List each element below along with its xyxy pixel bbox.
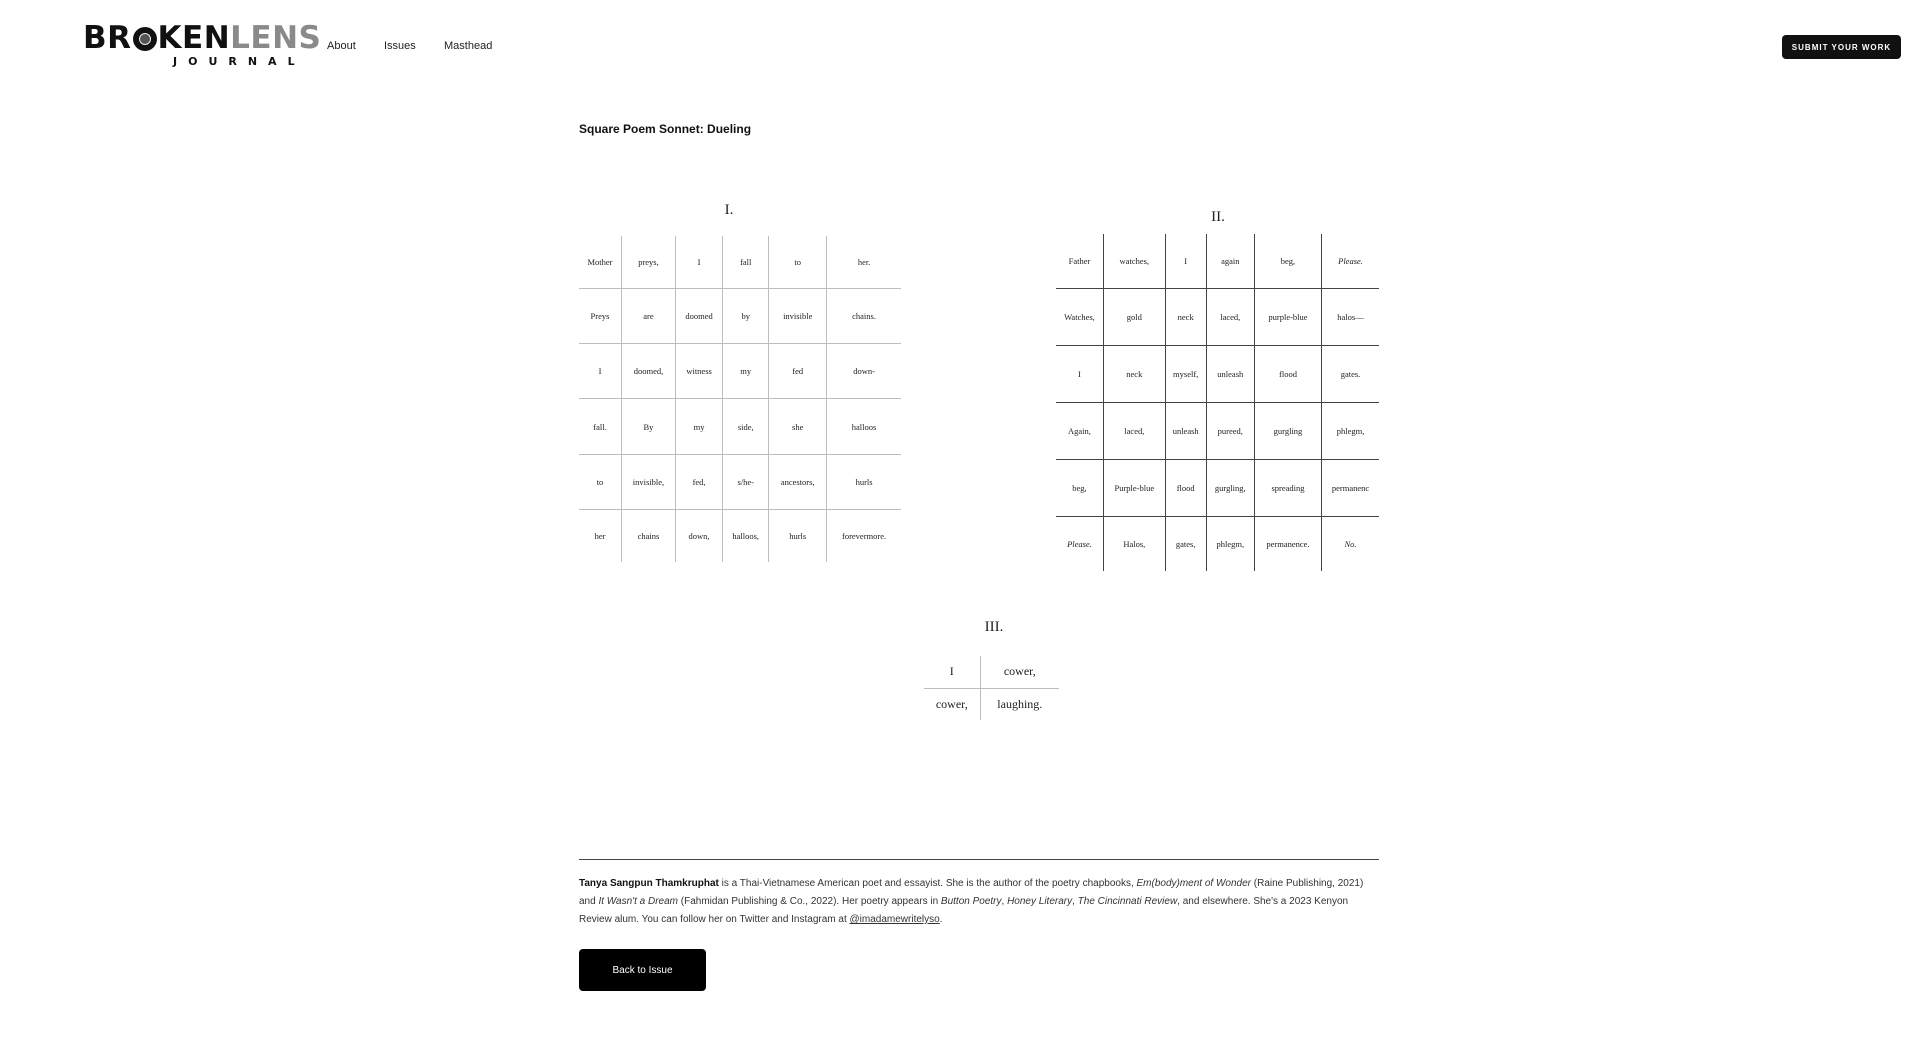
grid-cell: Mother (587, 257, 613, 268)
grid-cell: Halos, (1103, 517, 1165, 572)
grid-cell: to (579, 454, 622, 509)
grid-cell: neck (1103, 345, 1165, 402)
nav-about[interactable] (327, 40, 356, 52)
grid-cell: I (675, 236, 722, 289)
grid-cell: again (1206, 234, 1254, 288)
grid-cell: fall. (579, 399, 622, 454)
grid-cell: to (769, 236, 827, 289)
grid-cell: No. (1322, 517, 1379, 572)
grid-cell: permanenc (1322, 459, 1379, 516)
grid-cell: gurgling (1254, 402, 1321, 459)
grid-cell: preys, (622, 236, 676, 289)
bio-text: is a Thai-Vietnamese American poet and essayist. She is the author of the poetry chapbooks, (718, 878, 1137, 889)
book-title: It Wasn't a Dream (598, 896, 678, 907)
grid-cell: neck (1165, 288, 1206, 345)
grid-cell: cower, (924, 688, 980, 720)
grid-cell: Purple-blue (1103, 459, 1165, 516)
publication-title: Button Poetry (940, 896, 1002, 907)
grid-row (1056, 517, 1379, 572)
grid-cell: Preys (579, 289, 622, 344)
grid-cell: are (622, 289, 676, 344)
grid-cell: laughing. (980, 688, 1059, 720)
logo-subtitle: JOURNAL (173, 55, 306, 68)
grid-cell: purple-blue (1254, 288, 1321, 345)
grid-cell: gates. (1322, 345, 1379, 402)
section-label-1: I. (724, 202, 734, 218)
social-handle-link[interactable]: @imadamewritelyso (849, 914, 940, 925)
bio-text: (Raine Publishing, 2021) and (579, 878, 1364, 907)
grid-cell: Please. (1322, 234, 1379, 288)
submit-your-work-button[interactable]: SUBMIT YOUR WORK (1782, 35, 1901, 59)
grid-cell: down- (827, 344, 901, 399)
grid-cell: fall (723, 236, 769, 289)
site-logo[interactable] (83, 20, 322, 72)
grid-cell: Father (1068, 255, 1091, 266)
grid-row (924, 656, 1059, 688)
grid-cell: halloos (827, 399, 901, 454)
grid-cell: unleash (1206, 345, 1254, 402)
publication-title: The Cincinnati Review (1077, 896, 1178, 907)
nav-issues[interactable] (384, 40, 416, 52)
grid-row (924, 688, 1059, 720)
grid-cell: forevermore. (827, 509, 901, 562)
grid-cell: flood (1165, 459, 1206, 516)
grid-cell: doomed (675, 289, 722, 344)
logo-text-br: BR (83, 20, 132, 56)
logo-text-lens: LENS (230, 20, 322, 56)
grid-cell: Watches, (1056, 288, 1103, 345)
poem-title: Square Poem Sonnet: Dueling (579, 122, 752, 136)
grid-cell: her (579, 509, 622, 562)
grid-cell: flood (1254, 345, 1321, 402)
grid-cell: hurls (769, 509, 827, 562)
grid-cell: she (769, 399, 827, 454)
grid-cell: watches, (1103, 234, 1165, 288)
bio-divider (579, 859, 1379, 860)
grid-cell: chains. (827, 289, 901, 344)
grid-cell: laced, (1206, 288, 1254, 345)
grid-cell: I (579, 344, 622, 399)
grid-row (1056, 234, 1379, 288)
grid-row (579, 399, 901, 454)
grid-cell: chains (622, 509, 676, 562)
grid-cell: pureed, (1206, 402, 1254, 459)
nav-masthead[interactable] (444, 40, 492, 52)
grid-cell: Please. (1056, 517, 1103, 572)
grid-cell: fed, (675, 454, 722, 509)
author-bio (579, 875, 1379, 929)
section-label-2: II. (1211, 209, 1225, 225)
grid-cell: halloos, (723, 509, 769, 562)
bio-text: , and elsewhere. She's a 2023 Kenyon Review alum. You can follow her on Twitter and Instagram at (579, 896, 1349, 925)
grid-cell: fed (769, 344, 827, 399)
bio-text: , (1072, 896, 1078, 907)
grid-cell: ancestors, (769, 454, 827, 509)
grid-cell: her. (827, 236, 901, 289)
grid-cell: my (675, 399, 722, 454)
grid-cell: side, (723, 399, 769, 454)
book-title: Em(body)ment of Wonder (1136, 878, 1251, 889)
bio-text: . (939, 914, 943, 925)
grid-cell: I (1165, 234, 1206, 288)
back-to-issue-button[interactable]: Back to Issue (579, 949, 706, 991)
grid-cell: I (1056, 345, 1103, 402)
grid-cell: my (723, 344, 769, 399)
grid-cell: cower, (980, 656, 1059, 688)
logo-wordmark (83, 20, 322, 56)
lens-icon (133, 27, 157, 51)
grid-row (579, 344, 901, 399)
poem-grid-1 (579, 236, 901, 562)
grid-row (579, 454, 901, 509)
grid-cell: halos— (1322, 288, 1379, 345)
grid-cell: laced, (1103, 402, 1165, 459)
grid-cell: by (723, 289, 769, 344)
grid-cell: beg, (1254, 234, 1321, 288)
nav-issues-label[interactable]: Issues (384, 40, 416, 52)
grid-cell: phlegm, (1206, 517, 1254, 572)
grid-row (1056, 459, 1379, 516)
grid-cell: invisible (769, 289, 827, 344)
grid-cell: gates, (1165, 517, 1206, 572)
grid-cell: down, (675, 509, 722, 562)
grid-cell: Again, (1056, 402, 1103, 459)
poem-grid-3 (924, 656, 1059, 720)
poem-grid-2 (1056, 234, 1379, 571)
grid-row (579, 289, 901, 344)
bio-text: (Fahmidan Publishing & Co., 2022). Her poetry appears in (678, 896, 941, 907)
grid-row (1056, 345, 1379, 402)
grid-row (579, 509, 901, 562)
section-label-3: III. (984, 619, 1004, 635)
grid-cell: unleash (1165, 402, 1206, 459)
bio-text: , (1001, 896, 1008, 907)
publication-title: Honey Literary (1007, 896, 1073, 907)
nav-about-label[interactable]: About (327, 40, 356, 52)
grid-cell: s/he- (723, 454, 769, 509)
grid-cell: spreading (1254, 459, 1321, 516)
grid-cell: hurls (827, 454, 901, 509)
grid-cell: myself, (1165, 345, 1206, 402)
grid-cell: doomed, (622, 344, 676, 399)
grid-row (1056, 288, 1379, 345)
grid-row (579, 236, 901, 289)
grid-cell: phlegm, (1322, 402, 1379, 459)
nav-masthead-label[interactable]: Masthead (444, 40, 493, 52)
logo-text-ken: KEN (157, 20, 231, 56)
grid-cell: gurgling, (1206, 459, 1254, 516)
grid-row (1056, 402, 1379, 459)
grid-cell: witness (675, 344, 722, 399)
grid-cell: permanence. (1254, 517, 1321, 572)
grid-cell: I (949, 664, 954, 679)
grid-cell: beg, (1056, 459, 1103, 516)
grid-cell: invisible, (622, 454, 676, 509)
grid-cell: gold (1103, 288, 1165, 345)
author-name: Tanya Sangpun Thamkruphat (579, 878, 719, 889)
grid-cell: By (622, 399, 676, 454)
